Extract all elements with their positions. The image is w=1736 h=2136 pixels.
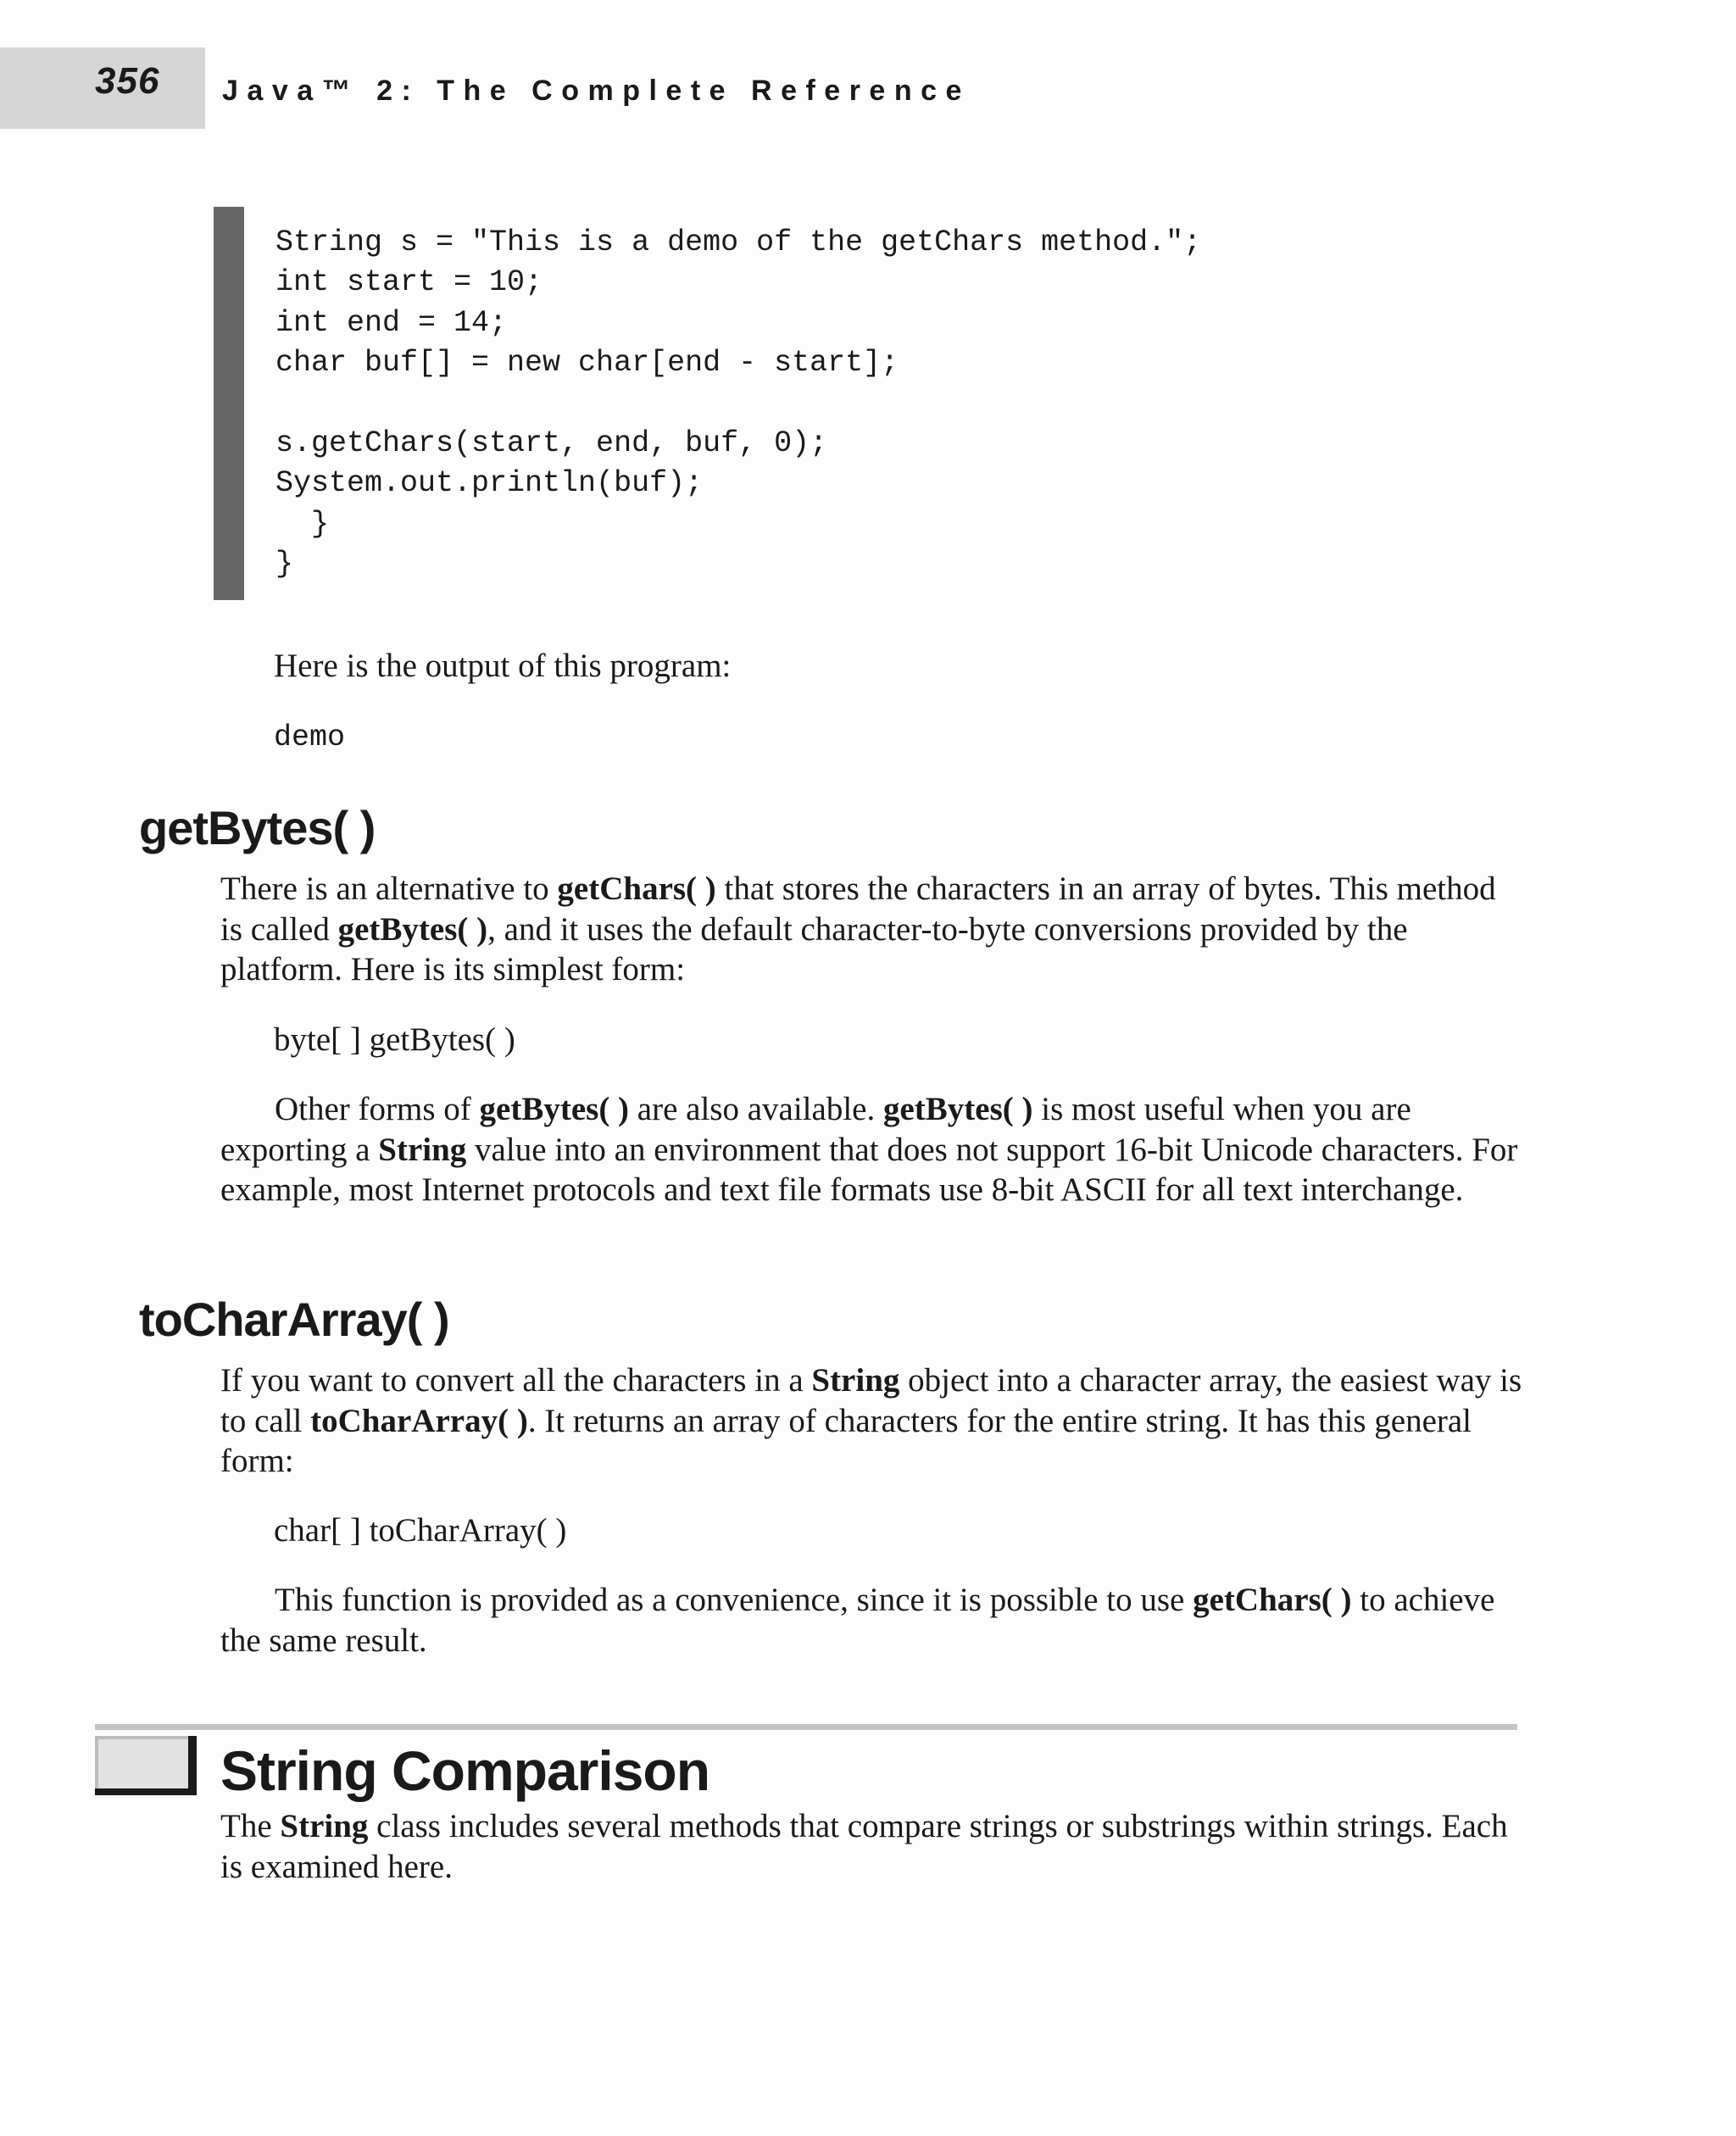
code-term: String [280,1808,369,1844]
text-run: are also available. [629,1091,883,1127]
code-term: getBytes( ) [479,1091,630,1127]
text-run: value into an environment that does not support 16-bit Unicode characters. For example, most Internet protocols and text file formats use 8-bit ASCII for all text interchange. [220,1131,1518,1208]
text-run: There is an alternative to [220,871,558,907]
running-head: Java™ 2: The Complete Reference [222,75,971,107]
output-intro: Here is the output of this program: [274,648,732,684]
comparison-paragraph [220,1806,1526,1887]
tochararray-heading: toCharArray( ) [139,1293,449,1346]
text-run: that stores the characters in an array of bytes. This method is called [220,871,1496,948]
code-term: String [811,1362,900,1399]
tochararray-paragraph-1 [220,1360,1526,1482]
text-run: class includes several methods that compare strings or substrings within strings. Each is examined here. [220,1808,1508,1885]
string-comparison-heading: String Comparison [220,1739,710,1802]
text-run: This function is provided as a convenience, since it is possible to use [275,1582,1194,1618]
tochararray-paragraph-2 [220,1580,1526,1660]
section-rule [95,1724,1517,1730]
getbytes-paragraph-2 [220,1089,1526,1210]
text-run: The [220,1808,281,1844]
code-term: getBytes( ) [882,1091,1033,1127]
page-number: 356 [95,60,160,102]
getbytes-heading: getBytes( ) [139,801,376,854]
code-listing: String s = "This is a demo of the getChars method."; int start = 10; int end = 14; char buf[] = new char[end - start]; s.getChars(start, end, buf, 0); System.out.println(buf); } } [275,225,1202,581]
text-run: object into a character array, the easiest way is to call [220,1362,1522,1439]
getbytes-general-form: byte[ ] getBytes( ) [274,1021,515,1058]
text-run: to achieve the same result. [220,1582,1495,1659]
code-bar [214,207,244,600]
code-term: getChars( ) [1193,1582,1352,1618]
getbytes-paragraph-1 [220,869,1526,990]
text-run: is most useful when you are exporting a [220,1091,1411,1168]
output-result: demo [274,720,346,754]
text-run: If you want to convert all the characters in a [220,1362,812,1399]
text-run: Other forms of [275,1091,480,1127]
code-term: toCharArray( ) [310,1402,528,1439]
text-run: , and it uses the default character-to-byte conversions provided by the platform. Here is its simplest form: [220,910,1408,987]
code-term: getBytes( ) [337,910,488,948]
section-marker-icon [95,1736,197,1795]
code-term: String [378,1131,467,1168]
code-term: getChars( ) [557,871,716,907]
text-run: . It returns an array of characters for the entire string. It has this general form: [220,1402,1472,1479]
tochararray-general-form: char[ ] toCharArray( ) [274,1512,567,1549]
